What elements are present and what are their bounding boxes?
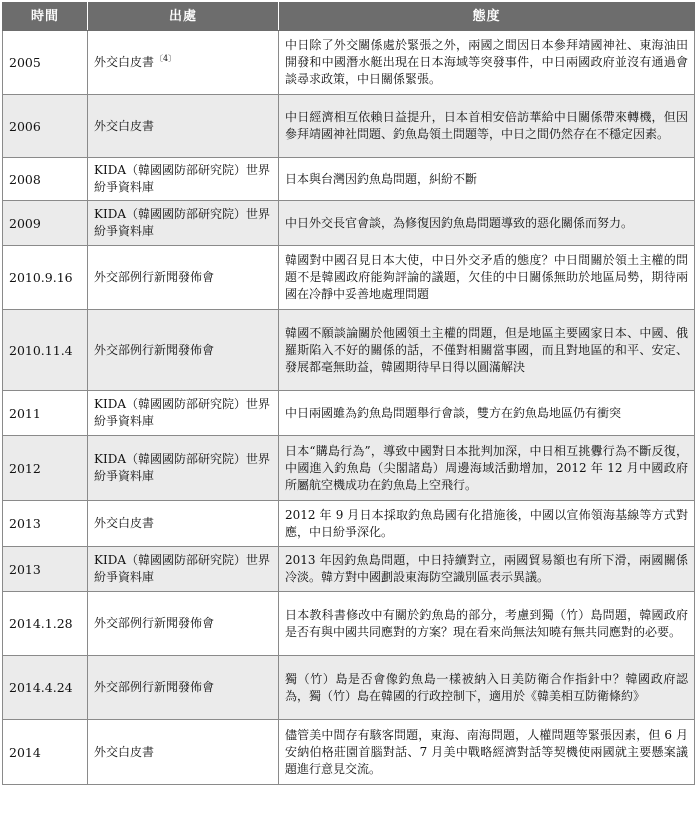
attitude-table — [2, 2, 695, 785]
table-row — [3, 310, 695, 391]
cell-time: 2009 — [3, 201, 88, 246]
cell-attitude: 中日兩國雖為釣魚島問題舉行會談，雙方在釣魚島地區仍有衝突 — [279, 391, 695, 436]
cell-time: 2013 — [3, 547, 88, 592]
cell-time: 2013 — [3, 501, 88, 547]
cell-source — [88, 436, 279, 501]
source-text: KIDA（韓國國防部研究院）世界紛爭資料庫 — [94, 452, 270, 483]
source-text: 外交白皮書 — [94, 118, 155, 133]
table-row — [3, 31, 695, 95]
cell-attitude: 獨（竹）島是否會像釣魚島一樣被納入日美防衛合作指針中？韓國政府認為，獨（竹）島在韓國的行政控制下，適用於《韓美相互防衛條約》 — [279, 656, 695, 720]
source-text: 外交白皮書 — [94, 55, 155, 69]
cell-source — [88, 391, 279, 436]
cell-source — [88, 656, 279, 720]
cell-source — [88, 95, 279, 158]
source-text: 外交部例行新聞發佈會 — [94, 616, 215, 630]
cell-time: 2008 — [3, 158, 88, 201]
source-text: KIDA（韓國國防部研究院）世界紛爭資料庫 — [94, 397, 270, 428]
source-text: KIDA（韓國國防部研究院）世界紛爭資料庫 — [94, 553, 270, 584]
cell-source — [88, 310, 279, 391]
cell-source — [88, 158, 279, 201]
cell-source — [88, 547, 279, 592]
table-row — [3, 436, 695, 501]
cell-time: 2010.9.16 — [3, 246, 88, 310]
cell-source — [88, 501, 279, 547]
cell-time: 2014.1.28 — [3, 592, 88, 656]
cell-attitude: 中日經濟相互依賴日益提升，日本首相安倍訪華給中日關係帶來轉機，但因參拜靖國神社問題、釣魚島領土問題等，中日之間仍然存在不穩定因素。 — [279, 95, 695, 158]
source-text: 外交部例行新聞發佈會 — [94, 680, 215, 694]
table-row — [3, 720, 695, 785]
cell-attitude: 韓國不願談論關於他國領土主權的問題，但是地區主要國家日本、中國、俄羅斯陷入不好的關係的話，不僅對相關當事國，而且對地區的和平、安定、發展都毫無助益，韓國期待早日得以圓滿解決 — [279, 310, 695, 391]
source-text: 外交部例行新聞發佈會 — [94, 270, 215, 284]
cell-source — [88, 201, 279, 246]
cell-attitude: 2013 年因釣魚島問題，中日持續對立，兩國貿易額也有所下滑，兩國關係冷淡。韓方對中國劃設東海防空識別區表示異議。 — [279, 547, 695, 592]
cell-attitude: 儘管美中間存有駭客問題，東海、南海問題，人權問題等緊張因素，但 6 月安納伯格莊園首腦對話、7 月美中戰略經濟對話等契機使兩國就主要懸案議題進行意見交流。 — [279, 720, 695, 785]
cell-attitude: 日本“購島行為”，導致中國對日本批判加深，中日相互挑釁行為不斷反復，中國進入釣魚島（尖閣諸島）周邊海域活動增加，2012 年 12 月中國政府所屬航空機成功在釣魚島上空飛行。 — [279, 436, 695, 501]
table-row — [3, 158, 695, 201]
table-row — [3, 547, 695, 592]
cell-time: 2010.11.4 — [3, 310, 88, 391]
source-text: KIDA（韓國國防部研究院）世界紛爭資料庫 — [94, 207, 270, 238]
source-text: 外交部例行新聞發佈會 — [94, 342, 215, 357]
cell-time: 2011 — [3, 391, 88, 436]
table-row — [3, 391, 695, 436]
footnote-marker: 〔4〕 — [155, 54, 177, 63]
cell-source — [88, 592, 279, 656]
cell-attitude: 日本教科書修改中有關於釣魚島的部分，考慮到獨（竹）島問題，韓國政府是否有與中國共同應對的方案？現在看來尚無法知曉有無共同應對的必要。 — [279, 592, 695, 656]
cell-time: 2005 — [3, 31, 88, 95]
cell-attitude: 中日外交長官會談，為修復因釣魚島問題導致的惡化關係而努力。 — [279, 201, 695, 246]
header-source: 出處 — [88, 3, 279, 31]
table-row — [3, 95, 695, 158]
header-time: 時間 — [3, 3, 88, 31]
table-row — [3, 201, 695, 246]
cell-attitude: 日本與台灣因釣魚島問題，糾紛不斷 — [279, 158, 695, 201]
cell-time: 2012 — [3, 436, 88, 501]
cell-source — [88, 31, 279, 95]
header-attitude: 態度 — [279, 3, 695, 31]
cell-attitude: 2012 年 9 月日本採取釣魚島國有化措施後，中國以宣佈領海基線等方式對應，中日紛爭深化。 — [279, 501, 695, 547]
cell-attitude: 韓國對中國召見日本大使，中日外交矛盾的態度？中日間關於領土主權的問題不是韓國政府能夠評論的議題，欠佳的中日關係無助於地區局勢，期待兩國在冷靜中妥善地處理問題 — [279, 246, 695, 310]
cell-source — [88, 246, 279, 310]
cell-attitude: 中日除了外交關係處於緊張之外，兩國之間因日本參拜靖國神社、東海油田開發和中國潛水艇出現在日本海域等突發事件，中日兩國政府並沒有通過會談尋求政策，中日關係緊張。 — [279, 31, 695, 95]
cell-time: 2014.4.24 — [3, 656, 88, 720]
table-row — [3, 656, 695, 720]
source-text: KIDA（韓國國防部研究院）世界紛爭資料庫 — [94, 163, 270, 194]
source-text: 外交白皮書 — [94, 744, 155, 759]
table-row — [3, 592, 695, 656]
table-row — [3, 501, 695, 547]
table-row — [3, 246, 695, 310]
cell-source — [88, 720, 279, 785]
cell-time: 2006 — [3, 95, 88, 158]
source-text: 外交白皮書 — [94, 516, 155, 530]
header-row — [3, 3, 695, 31]
cell-time: 2014 — [3, 720, 88, 785]
